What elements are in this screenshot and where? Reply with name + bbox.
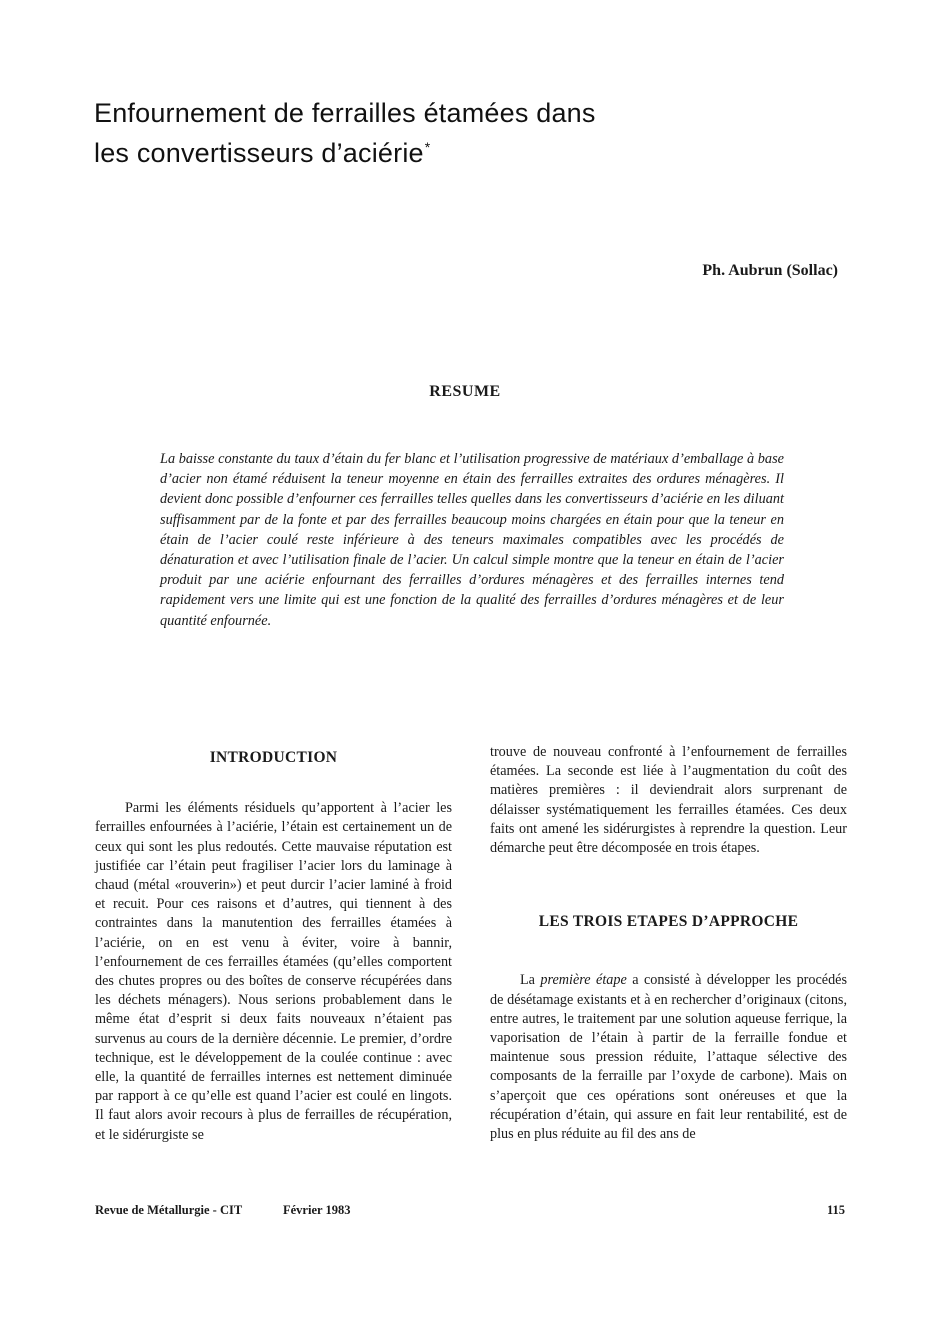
introduction-paragraph: Parmi les éléments résiduels qu’apportent à l’acier les ferrailles enfournées à l’aciérie, l’étain est certainement un de ceux qui sont les plus redoutés. Cette mauvaise réputation est justifiée car l’étain peut fragiliser l’acier lors du laminage à chaud (métal «rouverin») et peut durcir l’acier laminé à froid et recuit. Pour ces raisons et d’autres, qui tiennent à des contraintes dans la manutention des ferrailles étamées à l’aciérie, on en est venu à éviter, voire à bannir, l’enfournement de ces ferrailles étamées (qu’elles comportent des chutes propres ou des boîtes de conserve récupérées dans les déchets ménagers). Nous serions probablement dans le même état d’esprit si deux faits nouveaux n’étaient pas survenus au cours de la dernière décennie. Le premier, d’ordre technique, est le développement de la coulée continue : avec elle, la quantité de ferrailles internes est nettement diminuée par rapport à ce qu’elle est quand l’acier est coulé en lingots. Il faut alors avoir recours à plus de ferrailles de récupération, et le sidérurgiste se: [95, 800, 452, 1143]
approach-heading: LES TROIS ETAPES D’APPROCHE: [538, 913, 799, 931]
page-number: 115: [826, 1203, 845, 1217]
approach-emphasis: première étape: [540, 972, 627, 989]
author: Ph. Aubrun (Sollac): [702, 262, 838, 279]
right-column: [490, 743, 847, 1144]
approach-text: a consisté à développer les procédés de désétamage existants et à en rechercher d’originaux (citons, entre autres, le traitement par une solution aqueuse ferrique, la vaporisation de l’étain à partir de la ferraille fondue et maintenue sous pression réduite, l’attaque sélective des composants de la ferraille par l’oxyde de carbone). Mais on s’aperçoit que ces opérations sont onéreuses et que la récupération d’étain, qui assure en fait leur rentabilité, est de plus en plus réduite au fil des ans de: [490, 972, 847, 1143]
left-column: [95, 748, 452, 1145]
footnote-mark: *: [424, 139, 431, 155]
approach-lead: La: [520, 972, 541, 989]
title-line-2: les convertisseurs d’aciérie: [94, 138, 424, 168]
introduction-heading: INTRODUCTION: [209, 749, 338, 766]
issue-date: Février 1983: [283, 1203, 351, 1217]
journal-name: Revue de Métallurgie - CIT: [95, 1203, 243, 1217]
abstract-text: La baisse constante du taux d’étain du fer blanc et l’utilisation progressive de matériaux d’emballage à base d’acier non étamé réduisent la teneur moyenne en étain des ferrailles extraites des ordures ménagères. Il devient donc possible d’enfourner ces ferrailles telles quelles dans les convertisseurs d’aciérie en les diluant suffisamment par de la fonte et par des ferrailles beaucoup moins chargées en étain pour que la teneur en étain de l’acier coulé reste inférieure à des teneurs maximales compatibles avec les procédés de dénaturation et avec l’utilisation finale de l’acier. Un calcul simple montre que la teneur en étain de l’acier produit par une aciérie enfournant des ferrailles d’ordures ménagères et des ferrailles internes tend rapidement vers une limite qui est une fonction de la qualité des ferrailles d’ordures ménagères et de leur quantité enfournée.: [160, 451, 784, 629]
introduction-continuation: trouve de nouveau confronté à l’enfournement de ferrailles étamées. La seconde est liée à l’augmentation du coût des matières premières : il deviendrait alors surprenant de délaisser systématiquement les ferrailles étamées. Ces deux faits ont amené les sidérurgistes à reprendre la question. Leur démarche peut être décomposée en trois étapes.: [490, 744, 847, 857]
approach-paragraph: [490, 971, 847, 1144]
article-title: [94, 96, 834, 170]
resume-heading: RESUME: [429, 383, 501, 400]
title-line-1: Enfournement de ferrailles étamées dans: [94, 98, 596, 128]
